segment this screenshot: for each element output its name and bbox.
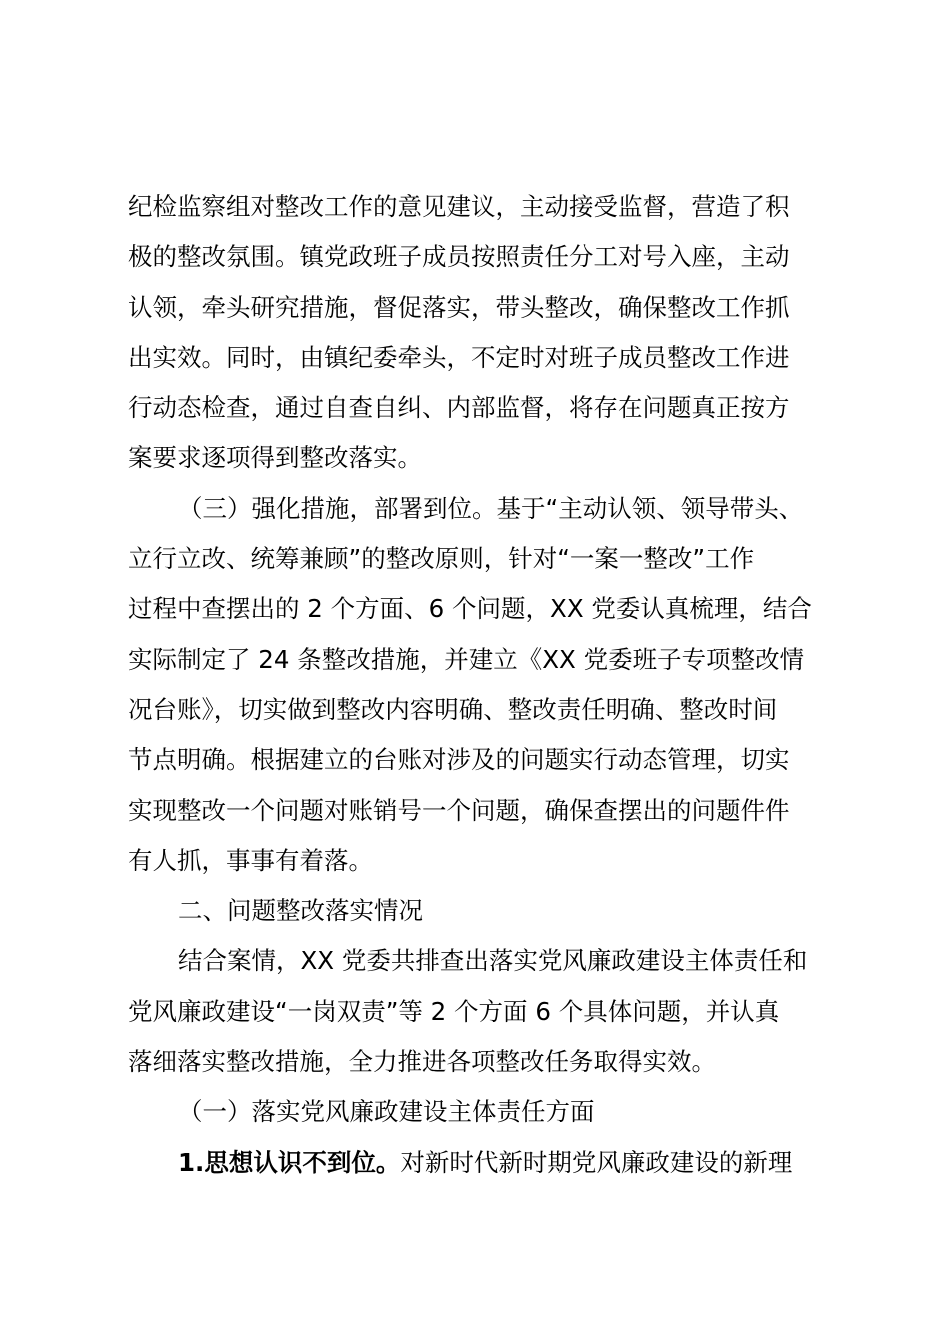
paragraph-line: 落细落实整改措施，全力推进各项整改任务取得实效。	[128, 1047, 716, 1077]
item-title: 1.思想认识不到位。	[178, 1147, 401, 1177]
paragraph-line: 立行立改、统筹兼顾”的整改原则，针对“一案一整改”工作	[128, 544, 755, 574]
paragraph-line: 纪检监察组对整改工作的意见建议，主动接受监督，营造了积	[128, 192, 790, 221]
subsection-heading-1: （一）落实党风廉政建设主体责任方面	[178, 1097, 595, 1127]
paragraph-line: 实现整改一个问题对账销号一个问题，确保查摆出的问题件件	[128, 795, 790, 825]
paragraph-line: 实际制定了 24 条整改措施，并建立《XX 党委班子专项整改情	[128, 644, 805, 674]
paragraph-line: 极的整改氛围。镇党政班子成员按照责任分工对号入座，主动	[128, 242, 790, 272]
paragraph-line: 过程中查摆出的 2 个方面、6 个问题，XX 党委认真梳理，结合	[128, 594, 812, 624]
paragraph-line: 况台账》，切实做到整改内容明确、整改责任明确、整改时间	[128, 694, 778, 724]
numbered-item-1	[128, 1138, 848, 1188]
paragraph-line: 认领，牵头研究措施，督促落实，带头整改，确保整改工作抓	[128, 292, 790, 322]
paragraph-line: 有人抓，事事有着落。	[128, 845, 373, 875]
item-text: 对新时代新时期党风廉政建设的新理	[400, 1147, 793, 1177]
document-body	[128, 182, 848, 1188]
paragraph-line: 结合案情，XX 党委共排查出落实党风廉政建设主体责任和	[178, 946, 808, 976]
paragraph-line: 行动态检查，通过自查自纠、内部监督，将存在问题真正按方	[128, 393, 790, 423]
paragraph-line: 节点明确。根据建立的台账对涉及的问题实行动态管理，切实	[128, 745, 790, 775]
section-heading-2: 二、问题整改落实情况	[178, 896, 423, 926]
paragraph-line: 党风廉政建设“一岗双责”等 2 个方面 6 个具体问题，并认真	[128, 996, 780, 1026]
section-heading-3: （三）强化措施，部署到位。基于“主动认领、领导带头、	[178, 493, 804, 523]
paragraph-line: 出实效。同时，由镇纪委牵头，不定时对班子成员整改工作进	[128, 342, 790, 372]
paragraph-line: 案要求逐项得到整改落实。	[128, 443, 422, 473]
